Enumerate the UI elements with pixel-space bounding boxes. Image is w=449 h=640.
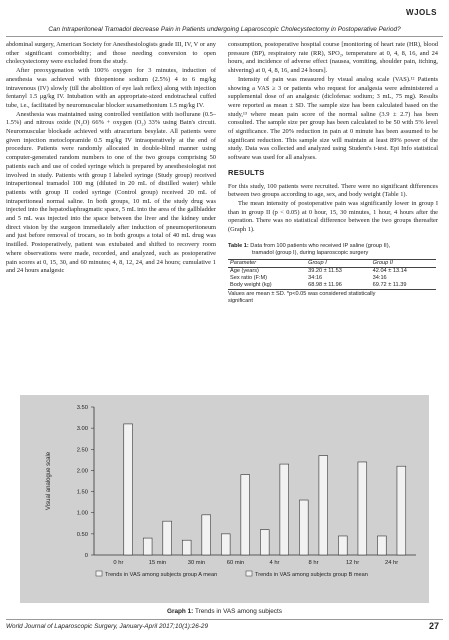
x-tick-label: 0 hr [113,560,124,566]
table-cell: Body weight (kg) [230,281,272,288]
table-cell: 42.04 ± 13.14 [372,267,407,274]
footer-rule [6,619,443,620]
graph-caption [0,608,449,615]
paragraph: Intensity of pain was measured by visual analog scale (VAS).¹² Patients showing a VAS ≥ 3 or patients who request for analgesia were administered a supplemental dose of an analgesic (diclofenac sodium; 3 mL, 75 mg). Results were reported as mean ± SD. The sample size has been calculated based on the study,¹³ where mean pain score of the normal saline (3.9 ± 2.7) has been consulted. The sample size per group has been calculated to be 50 with 5% level of significance. The 20% reduction in pain at 0 minute has been assumed to be significant reduction. This sample size will maintain at least 89% power of the study. Data was collected and analyzed using Student's t-test. Epi Info statistical software was used for all analyses. [228,75,438,162]
y-tick-label: 3.00 [76,426,88,433]
journal-tag: WJOLS [406,8,437,17]
table-1 [228,243,438,305]
paragraph: Anesthesia was maintained using controlled ventilation with isoflurane (0.5–1.5%) and nitrous oxide (N₂O) 66% + oxygen (O₂) 33% using Bain's circuit. Neuromuscular blockade achieved with atracurium besylate. All patients were given injection metoclopramide 0.5 mg/kg IV intraoperatively at the end of procedure. Patients were randomly allocated in double-blind manner using computer-generated random numbers to one of the two groups comprising 50 patients each and use of coded syringe which is prepared by anesthesiologist not involved in study. Patients with group I labeled syringe (Study group) received intraperitoneal tramadol 100 mg (diluted in 20 mL of distilled water) while patients with group II coded syringe (Control group) received 20 mL of intraperitoneal normal saline. In both groups, 10 mL of the study drug was injected into the hepatodiaphragmatic space, 5 mL into the area of the gallbladder and 5 mL was injected into the space between the liver and the kidney under direct vision by the surgeon immediately after induction of pneumoperitoneum and just before removal of trocars, so in both groups a total of 40 mL drug was instilled. Postoperatively, patient was extubated and shifted to recovery room where observations were made, recorded, and analyzed, such as postoperative pain scores at 0, 15, 30, and 60 minutes; 4, 8, 12, 24, and 24 hours; cumulative 1 and 24 hours analgesic [6,110,216,275]
bar-group-a [260,530,269,555]
bar-group-a [221,534,230,555]
y-axis-label: Visual analogue scale [46,451,52,511]
table-caption-line: tramadol (group I), during laparoscopic surgery [252,249,369,256]
legend-label: Trends in VAS among subjects group B mean [255,572,368,578]
legend-swatch [246,571,252,576]
bar-group-a [377,536,386,555]
paragraph: abdominal surgery, American Society for Anesthesiologists grade III, IV, V or any other significant comorbidity; and those needing conversion to open cholecystectomy were excluded from the study. [6,41,216,66]
header-rule [6,36,443,37]
table-cell: Sex ratio (F:M) [230,274,267,281]
table-caption-line: Data from 100 patients who received IP saline (group II), [250,242,391,249]
results-heading: RESULTS [228,167,265,177]
bar-group-b [319,456,328,555]
y-tick-label: 1.50 [76,489,88,496]
y-tick-label: 1.00 [76,510,88,517]
table-cell: 39.20 ± 11.53 [308,267,342,274]
bar-group-b [163,521,172,555]
bar-group-b [124,424,133,555]
x-tick-label: 12 hr [345,560,360,566]
table-header: Parameter [230,259,257,266]
table-row [228,275,436,282]
table-cell: 34:16 [372,274,387,281]
table-note [228,291,438,305]
table-caption [228,243,438,257]
table-cell: Age (years) [230,267,259,274]
page-number: 27 [428,621,439,631]
paragraph: For this study, 100 patients were recruited. There were no significant differences between two groups according to age, sex, and body weight (Table 1). [228,182,438,199]
bar-group-b [280,464,289,555]
table-header: Group I [308,259,327,266]
table-note-line: significant [228,297,253,304]
right-column [228,41,438,305]
paragraph: After preoxygenation with 100% oxygen for 3 minutes, induction of anesthesia was achieved with thiopentone sodium (2.5%) 4 to 6 mg/kg intravenous (IV) slowly (till the abolition of eye lash reflex) along with injection fentanyl 1.5 μg/kg IV. Intubation with an appropriate-sized endotracheal cuffed tube, i.e., facilitated by neuromuscular blocker suxamethonium 1.5 mg/kg IV. [6,67,216,109]
table-note-line: Values are mean ± SD. *p<0.05 was considered statistically [228,290,376,297]
x-tick-label: 60 min [226,560,245,566]
paragraph: The mean intensity of postoperative pain was significantly lower in group I than in group II (p < 0.05) at 0 hour, 15, 30 minutes, 1 hour, 4 hours after the operation. There was no statistical difference between the two groups thereafter (Graph 1). [228,199,438,234]
running-title: Can Intraperitoneal Tramadol decrease Pain in Patients undergoing Laparoscopic Cholecystectomy in Postoperative Period? [48,26,401,33]
table-caption-label: Table 1: [228,242,249,249]
legend-label: Trends in VAS among subjects group A mean [105,572,218,578]
data-table [228,259,436,290]
table-row [228,282,436,290]
graph-caption-text: Trends in VAS among subjects [194,608,282,615]
bar-group-a [182,540,191,555]
journal-citation: World Journal of Laparoscopic Surgery, January-April 2017;10(1):26-29 [6,623,209,630]
table-cell: 34:16 [308,274,323,281]
y-tick-label: 2.00 [76,468,88,475]
left-column [6,41,216,276]
legend-swatch [96,571,102,576]
x-tick-label: 8 hr [308,560,319,566]
bar-group-b [241,475,250,555]
x-tick-label: 30 min [187,560,206,566]
table-header: Group II [372,259,393,266]
table-row [228,267,436,275]
table-header-row [228,259,436,267]
table-cell: 68.98 ± 11.96 [308,281,342,288]
x-tick-label: 4 hr [269,560,280,566]
x-tick-label: 24 hr [384,560,399,566]
bar-group-a [143,538,152,555]
bar-group-a [338,536,347,555]
bar-group-a [299,500,308,555]
y-tick-label: 2.50 [76,447,88,454]
bar-group-b [397,466,406,555]
graph-caption-label: Graph 1: [167,608,194,615]
bar-chart [20,395,429,603]
bar-group-b [202,515,211,555]
y-tick-label: 0.50 [76,531,88,538]
bar-group-b [358,462,367,555]
table-cell: 69.72 ± 11.39 [372,281,407,288]
x-tick-label: 15 min [148,560,167,566]
paragraph: consumption, postoperative hospital course [monitoring of heart rate (HR), blood pressure (BP), respiratory rate (RR), SPO₂, temperature at 0, 4, 8, 16, and 24 hours, and incidence of adverse effect (nausea, vomiting, shoulder pain, itching, shivering) at 0, 4, 8, 16, and 24 hours]. [228,41,438,75]
graph-1 [20,395,429,603]
y-tick-label: 0 [84,553,88,559]
y-tick-label: 3.50 [76,405,88,411]
